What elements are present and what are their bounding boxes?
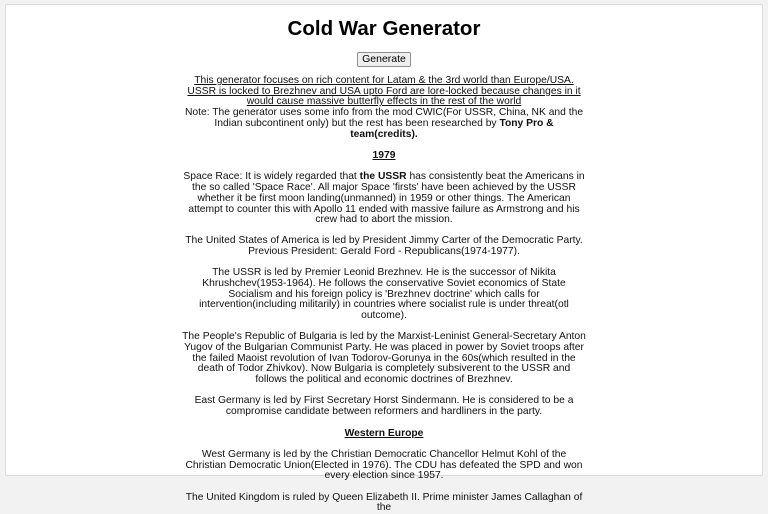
bulgaria-paragraph: The People's Republic of Bulgaria is led by the Marxist-Leninist General-Secretary Anton Yugov of the Bulgarian Communist Party. He was placed in power by Soviet troops after the failed Maoist revolution of Ivan Todorov-Gorunya in the 60s(which resulted in the death of Todor Zhivkov). Now Bulgaria is completely subsiverent to the USSR and follows the political and economic doctrines of Brezhnev. xyxy=(182,331,586,386)
intro-block xyxy=(182,76,586,140)
space-race-paragraph xyxy=(182,172,586,226)
ussr-paragraph: The USSR is led by Premier Leonid Brezhnev. He is the successor of Nikita Khrushchev(1953-1964). He follows the conservative Soviet economics of State Socialism and his foreign policy is 'Brezhnev doctrine' which calls for intervention(including militarily) in countries where socialist rule is under threat(otl outcome). xyxy=(199,267,569,322)
disclaimer-text: This generator focuses on rich content for Latam & the 3rd world than Europe/USA. USSR is locked to Brezhnev and USA upto Ford are lore-locked because changes in it would cause massive butterfly effects in the rest of the world xyxy=(187,75,581,108)
credits-text: Tony Pro & team(credits). xyxy=(350,117,554,140)
note-prefix: Note: The generator uses some info from the mod CWIC(For USSR, China, NK and the Indian subcontinent only) but the rest has been researched by xyxy=(184,107,584,129)
usa-paragraph: The United States of America is led by President Jimmy Carter of the Democratic Party. Previous President: Gerald Ford - Republicans(1974-1977). xyxy=(185,235,583,258)
note-text xyxy=(182,108,586,140)
western-europe-heading: Western Europe xyxy=(344,427,424,439)
button-row xyxy=(182,52,586,68)
space-race-suffix: has consistently beat the Americans in the so called 'Space Race'. All major Space 'firsts' have been achieved by the USSR whether it be first moon landing(unmanned) in 1959 or other things. The American attempt to counter this with Apollo 11 ended with massive failure as Armstrong and his crew had to abort the mission. xyxy=(188,171,585,226)
space-race-bold: the USSR xyxy=(359,171,407,183)
west-germany-paragraph: West Germany is led by the Christian Democratic Chancellor Helmut Kohl of the Christian Democratic Union(Elected in 1976). The CDU has defeated the SPD and won every election since 1957. xyxy=(185,448,583,482)
content-column xyxy=(182,17,586,514)
east-germany-paragraph: East Germany is led by First Secretary Horst Sindermann. He is considered to be a compromise candidate between reformers and hardliners in the party. xyxy=(194,395,574,418)
year-heading: 1979 xyxy=(372,150,396,162)
generate-button[interactable]: Generate xyxy=(357,52,411,67)
space-race-prefix: Space Race: It is widely regarded that xyxy=(183,171,360,183)
uk-paragraph: The United Kingdom is ruled by Queen Elizabeth II. Prime minister James Callaghan of the xyxy=(185,491,583,514)
page-container xyxy=(5,4,763,514)
page-title: Cold War Generator xyxy=(287,17,481,40)
